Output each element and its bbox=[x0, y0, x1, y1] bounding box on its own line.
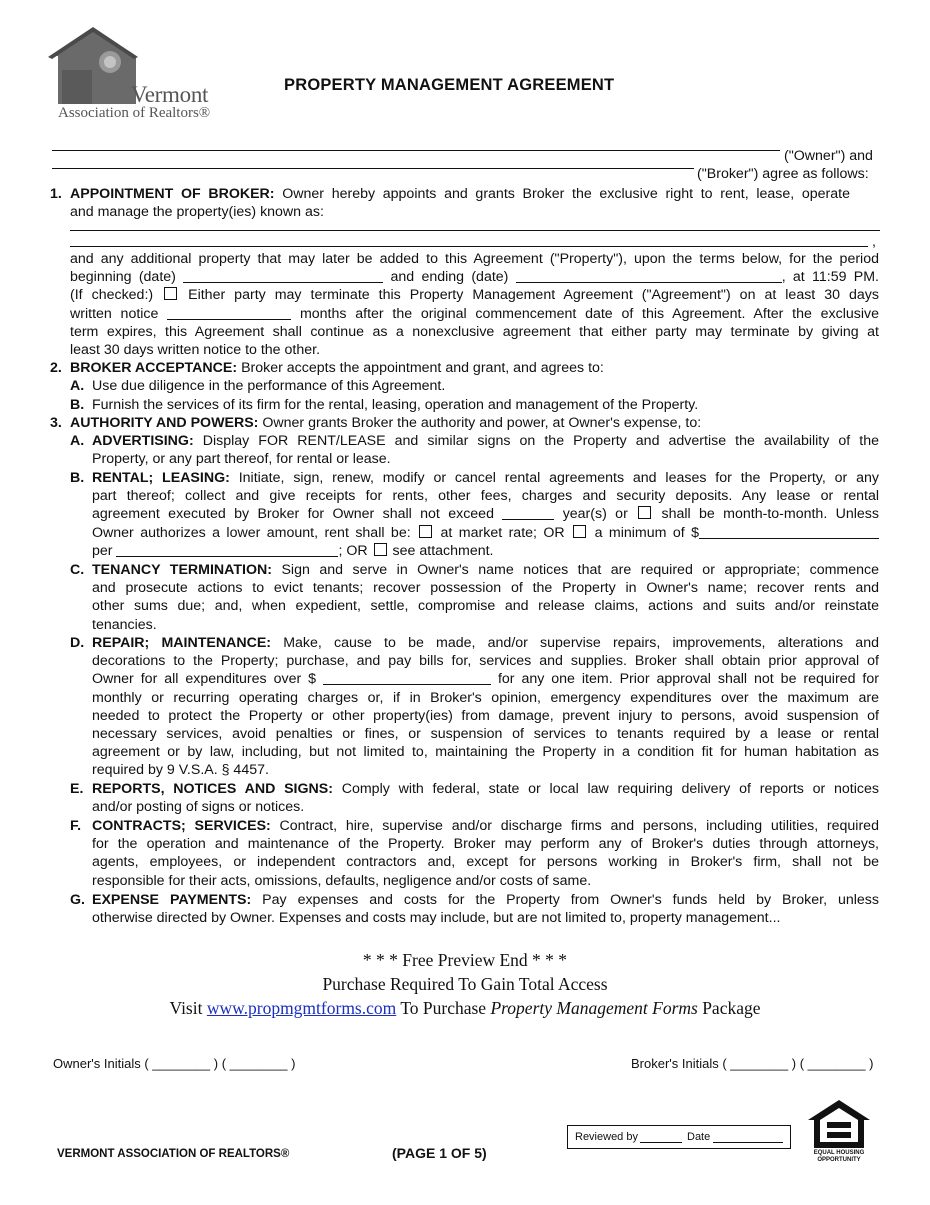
page-number: (PAGE 1 OF 5) bbox=[392, 1145, 487, 1161]
section-3a-advertising: ADVERTISING: Display FOR RENT/LEASE and similar signs on the Property and advertise the availability of the Property, or any part thereof, for rental or lease. bbox=[92, 433, 879, 468]
minimum-rent-amount-field[interactable] bbox=[699, 525, 879, 539]
early-termination-checkbox[interactable] bbox=[164, 287, 177, 300]
property-address-field-2[interactable] bbox=[70, 246, 868, 247]
section-3f-label: F. bbox=[70, 818, 82, 834]
section-3d-label: D. bbox=[70, 635, 85, 651]
section-2-heading: BROKER ACCEPTANCE: bbox=[70, 360, 238, 376]
begin-date-field[interactable] bbox=[183, 269, 383, 283]
section-2-line: BROKER ACCEPTANCE: Broker accepts the appointment and grant, and agrees to: bbox=[70, 360, 604, 376]
document-title: PROPERTY MANAGEMENT AGREEMENT bbox=[284, 76, 615, 94]
section-3b-label: B. bbox=[70, 470, 85, 486]
product-name: Property Management Forms bbox=[490, 998, 698, 1018]
section-2-number: 2. bbox=[50, 360, 62, 376]
section-3c-tenancy-termination: TENANCY TERMINATION: Sign and serve in Owner's name notices that are required or appropriate; commence and prosecute actions to evict tenants; recover possession of the Property in Owner's name; recover rents and other sums due; and, when expedient, settle, compromise and release claims, actions and suits and/or reinstate tenancies. bbox=[92, 562, 879, 633]
section-3-line: AUTHORITY AND POWERS: Owner grants Broker the authority and power, at Owner's expense, to: bbox=[70, 415, 702, 431]
reviewed-by-field[interactable] bbox=[640, 1142, 682, 1143]
section-3c-label: C. bbox=[70, 562, 85, 578]
section-2a-text: Use due diligence in the performance of this Agreement. bbox=[92, 378, 446, 394]
section-3g-expense-payments: EXPENSE PAYMENTS: Pay expenses and costs for the Property from Owner's funds held by Broker, unless otherwise directed by Owner. Expenses and costs may include, but are not limited to, property management... bbox=[92, 892, 879, 927]
section-3g-label: G. bbox=[70, 892, 85, 908]
review-date-field[interactable] bbox=[713, 1142, 783, 1143]
section-2b-text: Furnish the services of its firm for the rental, leasing, operation and management of the Property. bbox=[92, 397, 699, 413]
rent-period-field[interactable] bbox=[116, 543, 338, 557]
notice-months-field[interactable] bbox=[167, 306, 291, 320]
section-3-number: 3. bbox=[50, 415, 62, 431]
month-to-month-checkbox[interactable] bbox=[638, 506, 651, 519]
propmgmtforms-link[interactable]: www.propmgmtforms.com bbox=[206, 998, 397, 1018]
equal-housing-icon bbox=[806, 1098, 872, 1150]
section-3f-contracts-services: CONTRACTS; SERVICES: Contract, hire, supervise and/or discharge firms and persons, including utilities, required for the operation and maintenance of the Property. Broker may perform any of Broker's duties through attorneys, agents, employees, or independent contractors and, except for persons working in Broker's firm, shall not be responsible for their acts, omissions, defaults, negligence and/or costs of same. bbox=[92, 818, 879, 889]
logo-text-vermont: Vermont bbox=[131, 82, 209, 107]
owner-name-field[interactable] bbox=[52, 150, 780, 151]
broker-initials-blanks[interactable]: ( ________ ) ( ________ ) bbox=[722, 1056, 874, 1071]
reviewed-by-box: Reviewed by Date bbox=[567, 1125, 791, 1149]
logo-text-association: Association of Realtors® bbox=[58, 105, 211, 121]
purchase-required-notice: Purchase Required To Gain Total Access bbox=[322, 974, 608, 994]
eho-text-line2: OPPORTUNITY bbox=[817, 1157, 861, 1163]
owner-initials-blanks[interactable]: ( ________ ) ( ________ ) bbox=[144, 1056, 296, 1071]
section-3-heading: AUTHORITY AND POWERS: bbox=[70, 415, 259, 431]
section-3e-label: E. bbox=[70, 781, 84, 797]
section-1-body: and any additional property that may later be added to this Agreement ("Property"), upon the terms below, for the period beginning (date) and ending (date) , at 11:59 PM. (If checked:) Either party may terminate this Property Management Agreement ("Agreement") on at least 30 days written notice months after the original commencement date of this Agreement. After the exclusive term expires, this Agreement shall continue as a nonexclusive agreement that either party may terminate by giving at least 30 days written notice to the other. bbox=[70, 251, 879, 358]
end-date-field[interactable] bbox=[516, 269, 782, 283]
section-3e-reports-notices: REPORTS, NOTICES AND SIGNS: Comply with federal, state or local law requiring delivery of reports or notices and/or posting of signs or notices. bbox=[92, 781, 879, 816]
organization-name: VERMONT ASSOCIATION OF REALTORS® bbox=[57, 1148, 290, 1160]
broker-initials: Broker's Initials ( ________ ) ( ________ ) bbox=[631, 1056, 874, 1071]
broker-label: ("Broker") agree as follows: bbox=[697, 166, 869, 182]
see-attachment-checkbox[interactable] bbox=[374, 543, 387, 556]
eho-text-line1: EQUAL HOUSING bbox=[813, 1150, 865, 1156]
owner-label: ("Owner") and bbox=[784, 148, 873, 164]
section-3a-label: A. bbox=[70, 433, 85, 449]
visit-purchase-line: Visit www.propmgmtforms.com To Purchase Property Management Forms Package bbox=[169, 998, 761, 1018]
owner-initials: Owner's Initials ( ________ ) ( ________ ) bbox=[53, 1056, 296, 1071]
equal-housing-opportunity-logo bbox=[806, 1098, 872, 1168]
expenditure-limit-field[interactable] bbox=[323, 671, 491, 685]
section-3d-repair-maintenance: REPAIR; MAINTENANCE: Make, cause to be made, and/or supervise repairs, improvements, alterations and decorations to the Property; purchase, and pay bills for, services and supplies. Broker shall obtain prior approval of Owner for all expenditures over $ for any one item. Prior approval shall not be required for monthly or recurring operating charges or, if in Broker's opinion, emergency expenditures over the maximum are needed to protect the Property or other property(ies) from damage, prevent injury to persons, avoid suspension of necessary services, avoid penalties or fines, or suspension of services to tenants required by a lease or rental agreement or by law, including, but not limited to, maintaining the Property in a condition fit for human habitation as required by 9 V.S.A. § 4457. bbox=[92, 635, 879, 779]
section-1-number: 1. bbox=[50, 186, 62, 202]
lease-years-field[interactable] bbox=[502, 506, 554, 520]
preview-end-notice: * * * Free Preview End * * * bbox=[362, 950, 568, 970]
broker-name-field[interactable] bbox=[52, 168, 694, 169]
minimum-rent-checkbox[interactable] bbox=[573, 525, 586, 538]
property-address-field-1[interactable] bbox=[70, 230, 880, 231]
section-3b-rental-leasing: RENTAL; LEASING: Initiate, sign, renew, modify or cancel rental agreements and leases for the Property, or any part thereof; collect and give receipts for rents, other fees, charges and security deposits. Any lease or rental agreement executed by Broker for Owner shall not exceed year(s) or shall be month-to-month. Unless Owner authorizes a lower amount, rent shall be: at market rate; OR a minimum of $ per ; OR see attachment. bbox=[92, 470, 879, 559]
section-1-intro: APPOINTMENT OF BROKER: Owner hereby appoints and grants Broker the exclusive right to rent, lease, operate and manage the property(ies) known as: bbox=[70, 186, 850, 221]
section-2a-label: A. bbox=[70, 378, 85, 394]
section-1-heading: APPOINTMENT OF BROKER: bbox=[70, 186, 275, 202]
market-rate-checkbox[interactable] bbox=[419, 525, 432, 538]
section-2b-label: B. bbox=[70, 397, 85, 413]
address-comma: , bbox=[872, 234, 876, 250]
